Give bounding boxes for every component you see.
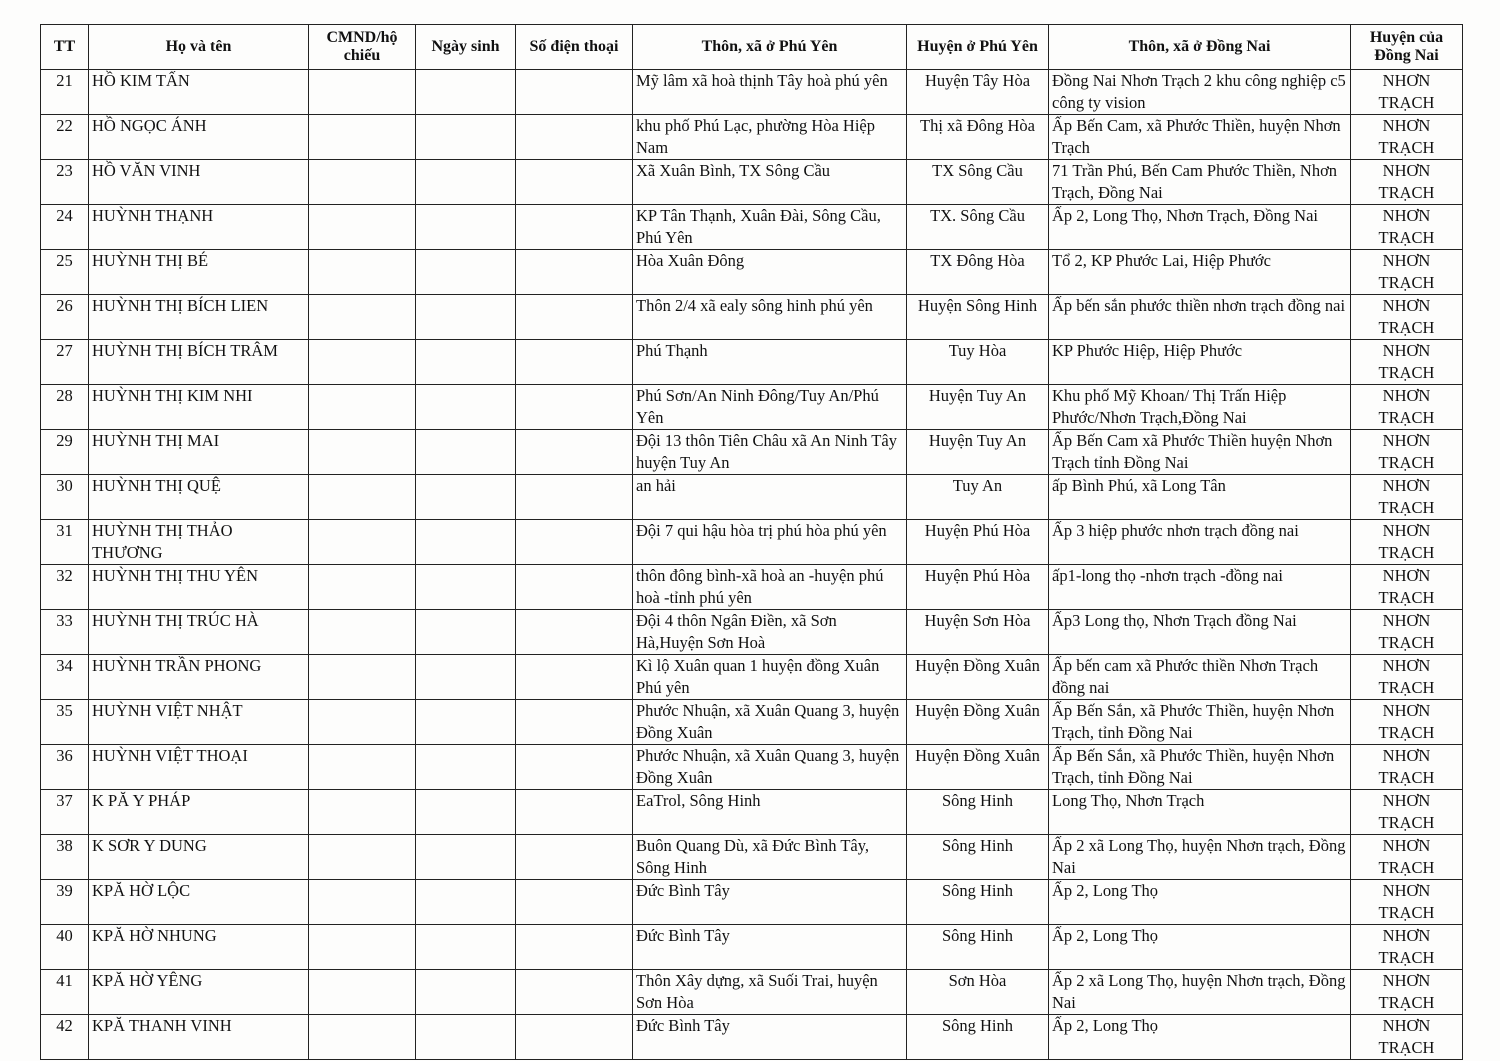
row-id-redacted <box>309 160 416 205</box>
row-id-redacted <box>309 340 416 385</box>
row-id-redacted <box>309 565 416 610</box>
row-py-address: Buôn Quang Dù, xã Đức Bình Tây, Sông Hinh <box>633 835 907 880</box>
row-py-district: TX Đông Hòa <box>907 250 1049 295</box>
row-py-district: Huyện Tuy An <box>907 385 1049 430</box>
row-dn-district: NHƠN TRẠCH <box>1351 835 1463 880</box>
row-number: 33 <box>41 610 89 655</box>
row-dob-redacted <box>416 340 516 385</box>
row-number: 34 <box>41 655 89 700</box>
row-number: 26 <box>41 295 89 340</box>
row-id-redacted <box>309 745 416 790</box>
row-dn-district: NHƠN TRẠCH <box>1351 385 1463 430</box>
row-id-redacted <box>309 835 416 880</box>
header-phone: Số điện thoại <box>516 25 633 70</box>
header-py-address: Thôn, xã ở Phú Yên <box>633 25 907 70</box>
table-row <box>41 160 1463 205</box>
row-dob-redacted <box>416 430 516 475</box>
row-py-address: Đội 4 thôn Ngân Điền, xã Sơn Hà,Huyện Sơn Hoà <box>633 610 907 655</box>
row-dn-district: NHƠN TRẠCH <box>1351 610 1463 655</box>
table-row <box>41 295 1463 340</box>
row-id-redacted <box>309 250 416 295</box>
row-dob-redacted <box>416 205 516 250</box>
row-phone-redacted <box>516 385 633 430</box>
table-row <box>41 115 1463 160</box>
row-py-address: Đội 13 thôn Tiên Châu xã An Ninh Tây huyện Tuy An <box>633 430 907 475</box>
table-body <box>41 70 1463 1060</box>
row-name: KPĂ THANH VINH <box>89 1015 309 1060</box>
row-py-district: Tuy An <box>907 475 1049 520</box>
header-tt: TT <box>41 25 89 70</box>
row-phone-redacted <box>516 610 633 655</box>
row-number: 23 <box>41 160 89 205</box>
row-dn-district: NHƠN TRẠCH <box>1351 880 1463 925</box>
header-py-district: Huyện ở Phú Yên <box>907 25 1049 70</box>
row-phone-redacted <box>516 790 633 835</box>
row-number: 30 <box>41 475 89 520</box>
row-number: 39 <box>41 880 89 925</box>
row-py-address: Phú Sơn/An Ninh Đông/Tuy An/Phú Yên <box>633 385 907 430</box>
row-dn-district: NHƠN TRẠCH <box>1351 430 1463 475</box>
header-name: Họ và tên <box>89 25 309 70</box>
row-dn-address: Ấp 2, Long Thọ, Nhơn Trạch, Đồng Nai <box>1049 205 1351 250</box>
row-dob-redacted <box>416 835 516 880</box>
row-id-redacted <box>309 655 416 700</box>
row-name: HỒ NGỌC ÁNH <box>89 115 309 160</box>
row-py-district: Thị xã Đông Hòa <box>907 115 1049 160</box>
row-phone-redacted <box>516 340 633 385</box>
row-py-district: Sông Hinh <box>907 835 1049 880</box>
row-dob-redacted <box>416 295 516 340</box>
row-dob-redacted <box>416 610 516 655</box>
row-py-address: an hải <box>633 475 907 520</box>
row-id-redacted <box>309 925 416 970</box>
table-row <box>41 430 1463 475</box>
row-py-district: Tuy Hòa <box>907 340 1049 385</box>
row-name: HUỲNH THỊ THẢO THƯƠNG <box>89 520 309 565</box>
row-dn-district: NHƠN TRẠCH <box>1351 340 1463 385</box>
row-phone-redacted <box>516 1015 633 1060</box>
row-phone-redacted <box>516 430 633 475</box>
row-name: HUỲNH THỊ THU YÊN <box>89 565 309 610</box>
row-py-district: Huyện Đồng Xuân <box>907 700 1049 745</box>
row-number: 22 <box>41 115 89 160</box>
header-row <box>41 25 1463 70</box>
row-number: 38 <box>41 835 89 880</box>
row-py-address: Mỹ lâm xã hoà thịnh Tây hoà phú yên <box>633 70 907 115</box>
row-dob-redacted <box>416 880 516 925</box>
row-py-district: Sông Hinh <box>907 925 1049 970</box>
row-dn-district: NHƠN TRẠCH <box>1351 250 1463 295</box>
row-id-redacted <box>309 520 416 565</box>
row-id-redacted <box>309 70 416 115</box>
row-dn-address: Ấp Bến Sắn, xã Phước Thiền, huyện Nhơn Trạch, tỉnh Đồng Nai <box>1049 745 1351 790</box>
row-dn-address: Ấp 2, Long Thọ <box>1049 925 1351 970</box>
row-dn-district: NHƠN TRẠCH <box>1351 565 1463 610</box>
row-dn-address: Khu phố Mỹ Khoan/ Thị Trấn Hiệp Phước/Nhơn Trạch,Đồng Nai <box>1049 385 1351 430</box>
row-dn-district: NHƠN TRẠCH <box>1351 520 1463 565</box>
table-row <box>41 745 1463 790</box>
table-row <box>41 205 1463 250</box>
row-dob-redacted <box>416 790 516 835</box>
row-py-address: Đức Bình Tây <box>633 880 907 925</box>
row-dn-district: NHƠN TRẠCH <box>1351 1015 1463 1060</box>
row-id-redacted <box>309 115 416 160</box>
row-dob-redacted <box>416 385 516 430</box>
row-dob-redacted <box>416 520 516 565</box>
row-name: HUỲNH THỊ KIM NHI <box>89 385 309 430</box>
row-name: HUỲNH THỊ BÍCH LIEN <box>89 295 309 340</box>
row-name: HUỲNH THỊ BÍCH TRÂM <box>89 340 309 385</box>
table-row <box>41 1015 1463 1060</box>
row-id-redacted <box>309 295 416 340</box>
row-id-redacted <box>309 700 416 745</box>
row-phone-redacted <box>516 295 633 340</box>
row-dob-redacted <box>416 475 516 520</box>
row-dn-address: ấp Bình Phú, xã Long Tân <box>1049 475 1351 520</box>
row-number: 40 <box>41 925 89 970</box>
row-name: K PĂ Y PHÁP <box>89 790 309 835</box>
row-number: 21 <box>41 70 89 115</box>
row-dob-redacted <box>416 115 516 160</box>
row-dob-redacted <box>416 655 516 700</box>
header-dn-address: Thôn, xã ở Đồng Nai <box>1049 25 1351 70</box>
row-name: HUỲNH THỊ QUỆ <box>89 475 309 520</box>
row-number: 41 <box>41 970 89 1015</box>
row-id-redacted <box>309 430 416 475</box>
row-dn-district: NHƠN TRẠCH <box>1351 790 1463 835</box>
row-name: HUỲNH THỊ TRÚC HÀ <box>89 610 309 655</box>
row-py-district: Sông Hinh <box>907 880 1049 925</box>
table-row <box>41 610 1463 655</box>
row-id-redacted <box>309 790 416 835</box>
row-py-district: Huyện Đồng Xuân <box>907 745 1049 790</box>
row-dn-district: NHƠN TRẠCH <box>1351 160 1463 205</box>
row-py-address: Kì lộ Xuân quan 1 huyện đồng Xuân Phú yên <box>633 655 907 700</box>
row-dn-district: NHƠN TRẠCH <box>1351 925 1463 970</box>
row-py-district: Sông Hinh <box>907 1015 1049 1060</box>
row-phone-redacted <box>516 115 633 160</box>
row-dn-address: Ấp 3 hiệp phước nhơn trạch đồng nai <box>1049 520 1351 565</box>
row-dob-redacted <box>416 70 516 115</box>
header-dob: Ngày sinh <box>416 25 516 70</box>
row-dn-address: Ấp Bến Cam, xã Phước Thiền, huyện Nhơn Trạch <box>1049 115 1351 160</box>
row-dob-redacted <box>416 160 516 205</box>
row-id-redacted <box>309 970 416 1015</box>
row-dn-address: 71 Trần Phú, Bến Cam Phước Thiền, Nhơn Trạch, Đồng Nai <box>1049 160 1351 205</box>
row-dn-district: NHƠN TRẠCH <box>1351 115 1463 160</box>
row-name: HUỲNH TRẦN PHONG <box>89 655 309 700</box>
table-row <box>41 970 1463 1015</box>
table-row <box>41 880 1463 925</box>
row-dn-address: Ấp3 Long thọ, Nhơn Trạch đồng Nai <box>1049 610 1351 655</box>
row-dob-redacted <box>416 565 516 610</box>
row-dn-district: NHƠN TRẠCH <box>1351 475 1463 520</box>
row-phone-redacted <box>516 565 633 610</box>
row-py-district: Huyện Tây Hòa <box>907 70 1049 115</box>
row-number: 29 <box>41 430 89 475</box>
row-dob-redacted <box>416 745 516 790</box>
row-py-district: Huyện Sông Hinh <box>907 295 1049 340</box>
row-py-address: Phước Nhuận, xã Xuân Quang 3, huyện Đồng Xuân <box>633 745 907 790</box>
row-py-address: Hòa Xuân Đông <box>633 250 907 295</box>
row-dn-district: NHƠN TRẠCH <box>1351 970 1463 1015</box>
row-py-address: Phước Nhuận, xã Xuân Quang 3, huyện Đồng Xuân <box>633 700 907 745</box>
row-py-district: Huyện Tuy An <box>907 430 1049 475</box>
table-row <box>41 520 1463 565</box>
row-dob-redacted <box>416 925 516 970</box>
row-dn-district: NHƠN TRẠCH <box>1351 700 1463 745</box>
row-dob-redacted <box>416 970 516 1015</box>
table-row <box>41 385 1463 430</box>
row-number: 31 <box>41 520 89 565</box>
row-py-district: Huyện Sơn Hòa <box>907 610 1049 655</box>
row-py-address: khu phố Phú Lạc, phường Hòa Hiệp Nam <box>633 115 907 160</box>
row-py-address: Đức Bình Tây <box>633 925 907 970</box>
row-py-address: Phú Thạnh <box>633 340 907 385</box>
row-py-address: KP Tân Thạnh, Xuân Đài, Sông Cầu, Phú Yên <box>633 205 907 250</box>
table-row <box>41 700 1463 745</box>
row-phone-redacted <box>516 745 633 790</box>
table-row <box>41 70 1463 115</box>
row-name: KPĂ HỜ YÊNG <box>89 970 309 1015</box>
table-row <box>41 565 1463 610</box>
row-number: 37 <box>41 790 89 835</box>
row-name: HUỲNH VIỆT THOẠI <box>89 745 309 790</box>
row-phone-redacted <box>516 250 633 295</box>
row-dob-redacted <box>416 700 516 745</box>
row-phone-redacted <box>516 520 633 565</box>
header-dn-district: Huyện của Đồng Nai <box>1351 25 1463 70</box>
worker-list-table <box>40 24 1463 1060</box>
row-py-district: Sơn Hòa <box>907 970 1049 1015</box>
row-number: 35 <box>41 700 89 745</box>
row-dn-address: ấp1-long thọ -nhơn trạch -đồng nai <box>1049 565 1351 610</box>
row-id-redacted <box>309 385 416 430</box>
row-number: 42 <box>41 1015 89 1060</box>
row-id-redacted <box>309 1015 416 1060</box>
row-name: KPĂ HỜ LỘC <box>89 880 309 925</box>
row-phone-redacted <box>516 925 633 970</box>
row-dn-district: NHƠN TRẠCH <box>1351 205 1463 250</box>
row-dn-address: Ấp 2, Long Thọ <box>1049 880 1351 925</box>
row-py-district: TX. Sông Cầu <box>907 205 1049 250</box>
row-dn-address: Đồng Nai Nhơn Trạch 2 khu công nghiệp c5 công ty vision <box>1049 70 1351 115</box>
row-py-district: Huyện Phú Hòa <box>907 520 1049 565</box>
row-name: HỒ VĂN VINH <box>89 160 309 205</box>
row-dn-address: Ấp 2 xã Long Thọ, huyện Nhơn trạch, Đồng Nai <box>1049 970 1351 1015</box>
table-row <box>41 835 1463 880</box>
table-row <box>41 655 1463 700</box>
row-name: HUỲNH THẠNH <box>89 205 309 250</box>
row-phone-redacted <box>516 205 633 250</box>
row-py-address: Xã Xuân Bình, TX Sông Cầu <box>633 160 907 205</box>
row-number: 32 <box>41 565 89 610</box>
row-py-district: TX Sông Cầu <box>907 160 1049 205</box>
row-dn-address: Ấp Bến Cam xã Phước Thiền huyện Nhơn Trạch tỉnh Đồng Nai <box>1049 430 1351 475</box>
row-number: 24 <box>41 205 89 250</box>
table-row <box>41 790 1463 835</box>
row-id-redacted <box>309 475 416 520</box>
row-py-address: Đội 7 qui hậu hòa trị phú hòa phú yên <box>633 520 907 565</box>
row-id-redacted <box>309 880 416 925</box>
row-name: KPĂ HỜ NHUNG <box>89 925 309 970</box>
row-phone-redacted <box>516 655 633 700</box>
row-name: HUỲNH VIỆT NHẬT <box>89 700 309 745</box>
row-py-address: thôn đông bình-xã hoà an -huyện phú hoà -tỉnh phú yên <box>633 565 907 610</box>
row-py-address: Đức Bình Tây <box>633 1015 907 1060</box>
row-phone-redacted <box>516 880 633 925</box>
row-dn-address: Tổ 2, KP Phước Lai, Hiệp Phước <box>1049 250 1351 295</box>
row-name: K SƠR Y DUNG <box>89 835 309 880</box>
row-name: HUỲNH THỊ BÉ <box>89 250 309 295</box>
row-name: HỒ KIM TẤN <box>89 70 309 115</box>
row-id-redacted <box>309 205 416 250</box>
row-dn-address: Ấp 2 xã Long Thọ, huyện Nhơn trạch, Đồng Nai <box>1049 835 1351 880</box>
row-py-district: Sông Hinh <box>907 790 1049 835</box>
row-dn-district: NHƠN TRẠCH <box>1351 745 1463 790</box>
row-py-district: Huyện Đồng Xuân <box>907 655 1049 700</box>
row-id-redacted <box>309 610 416 655</box>
header-id: CMND/hộ chiếu <box>309 25 416 70</box>
row-phone-redacted <box>516 835 633 880</box>
row-py-address: EaTrol, Sông Hinh <box>633 790 907 835</box>
row-dob-redacted <box>416 250 516 295</box>
row-number: 28 <box>41 385 89 430</box>
row-dn-district: NHƠN TRẠCH <box>1351 70 1463 115</box>
row-dn-address: Ấp Bến Sắn, xã Phước Thiền, huyện Nhơn Trạch, tỉnh Đồng Nai <box>1049 700 1351 745</box>
row-number: 25 <box>41 250 89 295</box>
row-number: 36 <box>41 745 89 790</box>
row-dn-district: NHƠN TRẠCH <box>1351 295 1463 340</box>
row-py-district: Huyện Phú Hòa <box>907 565 1049 610</box>
row-phone-redacted <box>516 70 633 115</box>
table-row <box>41 250 1463 295</box>
row-dn-district: NHƠN TRẠCH <box>1351 655 1463 700</box>
table-row <box>41 925 1463 970</box>
row-py-address: Thôn 2/4 xã ealy sông hinh phú yên <box>633 295 907 340</box>
row-dob-redacted <box>416 1015 516 1060</box>
row-name: HUỲNH THỊ MAI <box>89 430 309 475</box>
row-number: 27 <box>41 340 89 385</box>
row-dn-address: Ấp bến sắn phước thiền nhơn trạch đồng nai <box>1049 295 1351 340</box>
table-row <box>41 475 1463 520</box>
row-dn-address: Ấp bến cam xã Phước thiền Nhơn Trạch đồng nai <box>1049 655 1351 700</box>
row-dn-address: KP Phước Hiệp, Hiệp Phước <box>1049 340 1351 385</box>
row-phone-redacted <box>516 160 633 205</box>
row-phone-redacted <box>516 700 633 745</box>
row-dn-address: Long Thọ, Nhơn Trạch <box>1049 790 1351 835</box>
row-dn-address: Ấp 2, Long Thọ <box>1049 1015 1351 1060</box>
row-phone-redacted <box>516 970 633 1015</box>
row-py-address: Thôn Xây dựng, xã Suối Trai, huyện Sơn Hòa <box>633 970 907 1015</box>
row-phone-redacted <box>516 475 633 520</box>
table-row <box>41 340 1463 385</box>
